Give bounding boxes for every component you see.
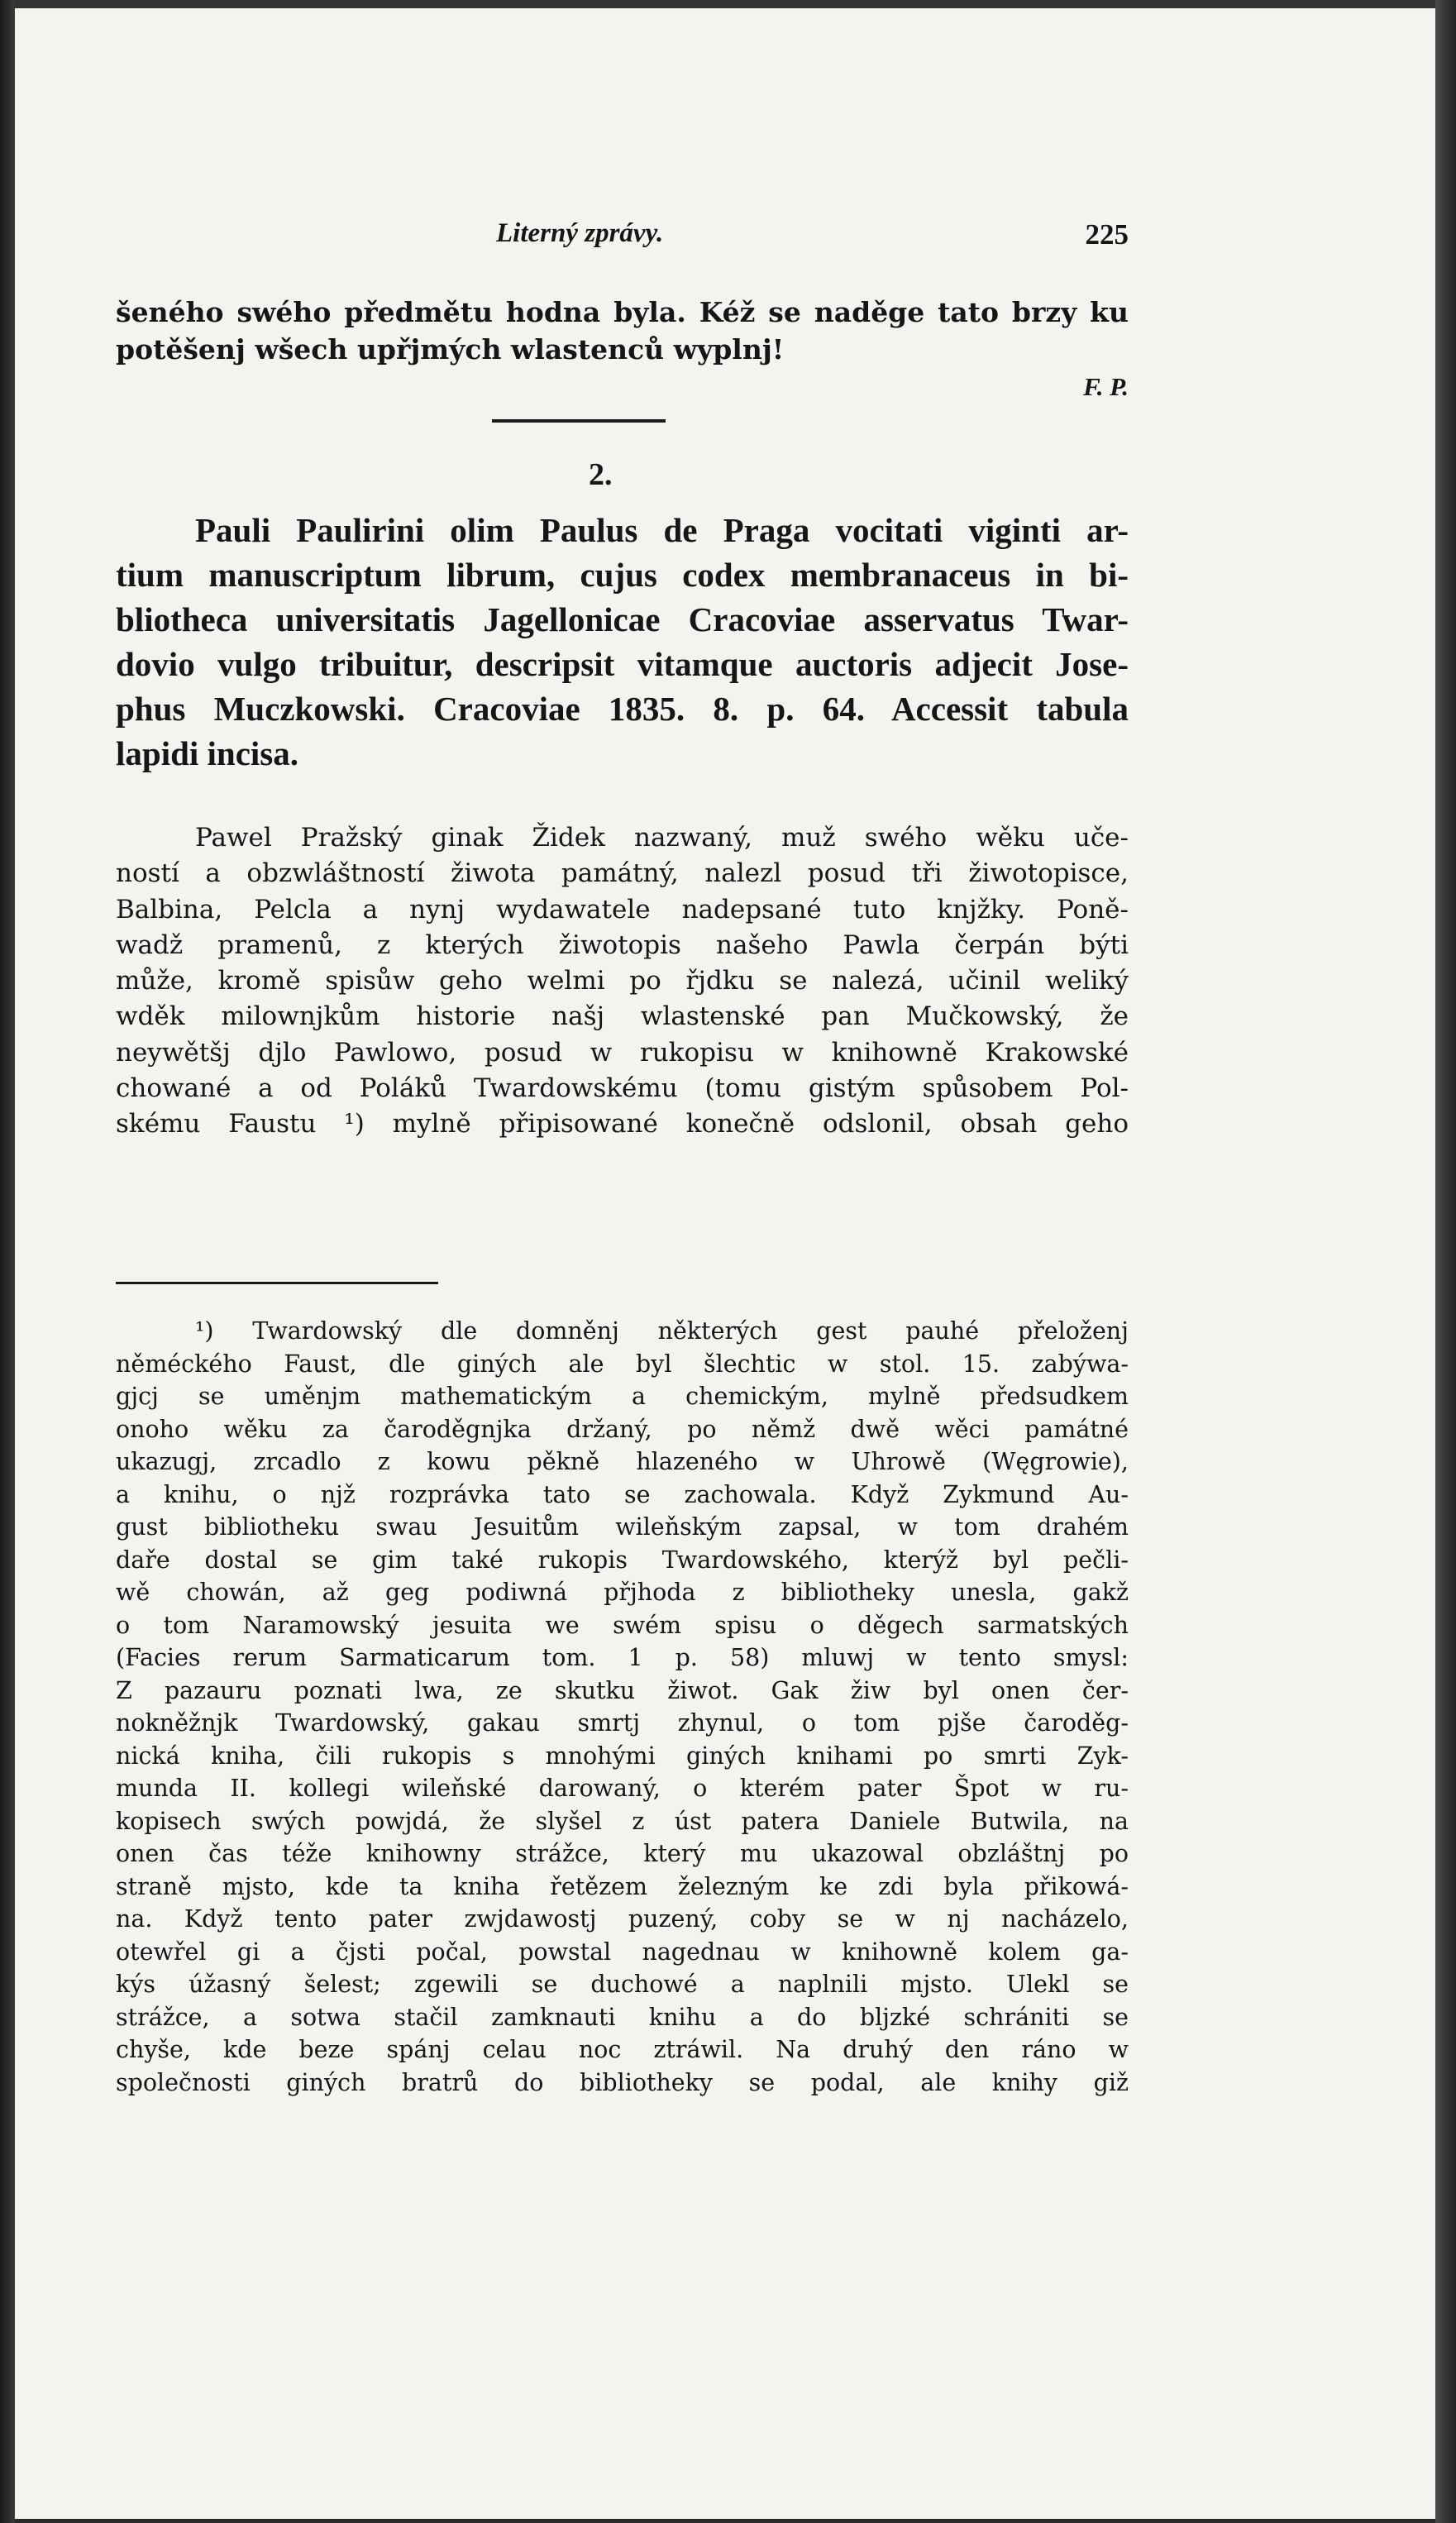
footnote-line: a knihu, o njž rozprávka tato se zachowala. Když Zykmund Au- [116,1480,1129,1508]
footnote-line: kopisech swých powjdá, že slyšel z úst patera Daniele Butwila, na [116,1807,1129,1835]
footnote-line: chyše, kde beze spánj celau noc ztráwil. Na druhý den ráno w [116,2036,1129,2063]
footnote-line: gjcj se uměnjm mathematickým a chemickým, mylně předsudkem [116,1383,1129,1410]
footnote-line: strážce, a sotwa stačil zamknauti knihu a do bljzké schrániti se [116,2003,1129,2031]
running-head: Literný zprávy. [496,218,664,248]
body-line: Balbina, Pelcla a nynj wydawatele nadepsané tuto knjžky. Poně- [116,894,1129,925]
footnote-line: Z pazauru poznati lwa, ze skutku žiwot. Gak žiw byl onen čer- [116,1676,1129,1704]
footnote-line: otewřel gi a čjsti počal, powstal nagednau w knihowně kolem ga- [116,1938,1129,1966]
footnote-divider [116,1282,438,1284]
footnote-line: gust bibliotheku swau Jesuitům wileňským zapsal, w tom drahém [116,1513,1129,1541]
footnote-line: munda II. kollegi wileňské darowaný, o kterém pater Špot w ru- [116,1775,1129,1802]
title-line: bliotheca universitatis Jagellonicae Cracoviae asservatus Twar- [116,600,1129,638]
title-line: phus Muczkowski. Cracoviae 1835. 8. p. 64. Accessit tabula [116,690,1129,728]
footnote-line: wě chowán, až geg podiwná přjhoda z bibliotheky unesla, gakž [116,1579,1129,1606]
footnote-line [116,1315,1129,1348]
title-line: dovio vulgo tribuitur, descripsit vitamque auctoris adjecit Jose- [116,645,1129,683]
body-line: skému Faustu ¹) mylně připisowané konečně odslonil, obsah geho [116,1109,1129,1140]
footnote-line: onen čas téže knihowny strážce, který mu ukazowal obzláštnj po [116,1840,1129,1867]
section-number: 2. [589,457,613,492]
footnote-line: nická kniha, čili rukopis s mnohými giných knihami po smrti Zyk- [116,1742,1129,1770]
footnote-line: nokněžnjk Twardowský, gakau smrtj zhynul, o tom pjše čaroděg- [116,1709,1129,1737]
section-divider [492,419,666,423]
footnote-line: onoho wěku za čaroděgnjka držaný, po němž dwě wěci památné [116,1415,1129,1443]
title-line: Pauli Paulirini olim Paulus de Praga vocitati viginti ar- [195,511,1129,549]
body-line: chowané a od Poláků Twardowskému (tomu gistým spůsobem Pol- [116,1073,1129,1104]
footnote [116,1315,1129,2099]
footnote-line: daře dostal se gim také rukopis Twardowského, kterýž byl pečli- [116,1546,1129,1574]
text-line: šeného swého předmětu hodna byla. Kéž se naděge tato brzy ku [116,296,1129,328]
body-text [116,820,1129,1143]
scan-border-left [0,0,15,2523]
page-header [116,218,1129,260]
page-number: 225 [1085,218,1129,251]
text-line: potěšenj wšech upřjmých wlastenců wyplnj! [116,333,785,366]
title-line: tium manuscriptum librum, cujus codex membranaceus in bi- [116,556,1129,594]
body-line: ností a obzwláštností žiwota památný, nalezl posud tři žiwotopisce, [116,858,1129,889]
footnote-line: (Facies rerum Sarmaticarum tom. 1 p. 58) mluwj w tento smysl: [116,1644,1129,1671]
footnote-marker: ¹) [195,1317,214,1345]
previous-article-ending [116,294,1129,368]
footnote-line: společnosti giných bratrů do bibliotheky se podal, ale knihy giž [116,2068,1129,2096]
footnote-line: něméckého Faust, dle giných ale byl šlechtic w stol. 15. zabýwa- [116,1350,1129,1378]
scan-border-right [1435,0,1456,2523]
body-line: Pawel Pražský ginak Židek nazwaný, muž swého wěku uče- [195,823,1129,853]
body-line: wadž pramenů, z kterých žiwotopis našeho Pawla čerpán býti [116,929,1129,960]
footnote-line: kýs úžasný šelest; zgewili se duchowé a naplnili mjsto. Ulekl se [116,1971,1129,1998]
footnote-line: o tom Naramowský jesuita we swém spisu o děgech sarmatských [116,1611,1129,1639]
book-page [15,8,1435,2519]
footnote-line: straně mjsto, kde ta kniha řetězem železným ke zdi byla přikowá- [116,1872,1129,1900]
footnote-line-text: Twardowský dle domněnj některých gest pauhé přeloženj [252,1317,1129,1345]
body-line: může, kromě spisůw geho welmi po řjdku se nalezá, učinil weliký [116,966,1129,996]
footnote-line: ukazugj, zrcadlo z kowu pěkně hlazeného w Uhrowě (Węgrowie), [116,1448,1129,1475]
body-line: neywětšj djlo Pawlowo, posud w rukopisu w knihowně Krakowské [116,1037,1129,1068]
body-line: wděk milownjkům historie našj wlastenské pan Mučkowský, že [116,1001,1129,1032]
title-line: lapidi incisa. [116,734,299,772]
author-signature: F. P. [1083,372,1129,401]
book-title-citation [116,508,1129,776]
footnote-line: na. Když tento pater zwjdawostj puzený, coby se w nj nacházelo, [116,1905,1129,1933]
